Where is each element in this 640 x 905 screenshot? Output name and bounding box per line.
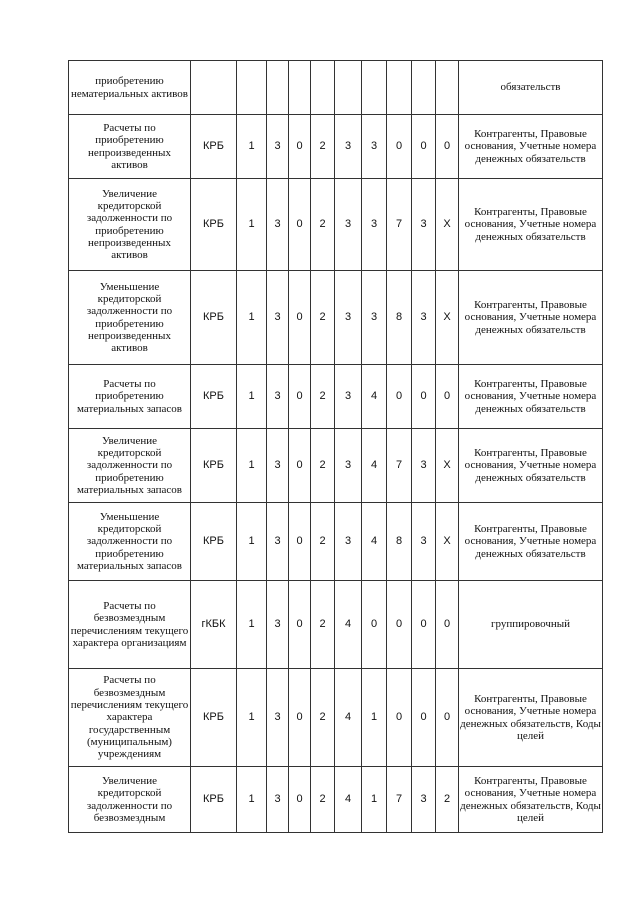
account-name-cell <box>69 767 191 833</box>
account-digit-cell: 3 <box>412 271 436 365</box>
analytics-cell <box>459 503 603 581</box>
account-name-cell <box>69 61 191 115</box>
analytics-text: группировочный <box>490 618 571 631</box>
account-digit-cell: 2 <box>311 271 335 365</box>
account-digit-cell: 2 <box>311 115 335 179</box>
account-digit-cell: 0 <box>289 115 311 179</box>
account-digit-cell: 3 <box>267 503 289 581</box>
account-code-cell: КРБ <box>191 179 237 271</box>
account-digit-cell: 2 <box>311 429 335 503</box>
account-digit-cell: 3 <box>267 767 289 833</box>
account-digit-cell: 2 <box>311 581 335 669</box>
account-digit-cell: 3 <box>267 179 289 271</box>
account-digit-cell <box>311 61 335 115</box>
account-digit-cell <box>335 61 362 115</box>
account-digit-cell: 0 <box>387 115 412 179</box>
account-name: Расчеты по безвозмездным перечислениям текущего характера организациям <box>70 599 189 649</box>
account-digit-cell: 3 <box>335 365 362 429</box>
analytics-text: Контрагенты, Правовые основания, Учетные номера денежных обязательств <box>464 447 597 484</box>
account-name-cell <box>69 669 191 767</box>
account-digit-cell: 3 <box>362 115 387 179</box>
account-digit-cell: 7 <box>387 179 412 271</box>
account-digit-cell: X <box>436 179 459 271</box>
table-row <box>69 365 603 429</box>
account-code-cell: КРБ <box>191 767 237 833</box>
account-digit-cell: 1 <box>362 767 387 833</box>
table-row <box>69 429 603 503</box>
account-name: Увеличение кредиторской задолженности по приобретению материальных запасов <box>77 434 182 496</box>
account-digit-cell: 3 <box>412 767 436 833</box>
account-digit-cell: X <box>436 271 459 365</box>
account-digit-cell: 2 <box>311 767 335 833</box>
analytics-text: Контрагенты, Правовые основания, Учетные номера денежных обязательств <box>464 523 597 560</box>
account-digit-cell: 2 <box>311 669 335 767</box>
account-digit-cell <box>237 61 267 115</box>
account-digit-cell: 3 <box>335 179 362 271</box>
account-name: Увеличение кредиторской задолженности по безвозмездным <box>86 774 173 824</box>
account-name-cell <box>69 271 191 365</box>
table-row <box>69 669 603 767</box>
account-code-cell <box>191 61 237 115</box>
account-digit-cell: 3 <box>267 429 289 503</box>
account-digit-cell: 1 <box>237 179 267 271</box>
account-digit-cell: 0 <box>412 669 436 767</box>
account-digit-cell: 4 <box>335 767 362 833</box>
analytics-text: Контрагенты, Правовые основания, Учетные номера денежных обязательств <box>464 299 597 336</box>
account-code-cell: КРБ <box>191 115 237 179</box>
account-digit-cell: 2 <box>311 179 335 271</box>
account-digit-cell: 3 <box>335 503 362 581</box>
account-digit-cell: 3 <box>267 669 289 767</box>
account-digit-cell: 1 <box>237 503 267 581</box>
account-name-cell <box>69 429 191 503</box>
account-digit-cell: 1 <box>237 669 267 767</box>
account-digit-cell: 0 <box>289 581 311 669</box>
analytics-text: обязательств <box>500 81 561 94</box>
account-digit-cell: 3 <box>335 271 362 365</box>
analytics-cell <box>459 669 603 767</box>
table-row <box>69 503 603 581</box>
analytics-cell <box>459 179 603 271</box>
table-row <box>69 115 603 179</box>
account-name-cell <box>69 115 191 179</box>
analytics-cell <box>459 581 603 669</box>
account-digit-cell: 0 <box>412 115 436 179</box>
account-digit-cell: 8 <box>387 503 412 581</box>
account-digit-cell: 3 <box>267 581 289 669</box>
account-digit-cell: 1 <box>362 669 387 767</box>
account-code-cell: КРБ <box>191 669 237 767</box>
account-name-cell <box>69 581 191 669</box>
account-digit-cell <box>289 61 311 115</box>
analytics-text: Контрагенты, Правовые основания, Учетные номера денежных обязательств, Коды целей <box>460 692 601 742</box>
table-row <box>69 61 603 115</box>
account-digit-cell: X <box>436 429 459 503</box>
account-digit-cell: 0 <box>387 365 412 429</box>
account-digit-cell: 0 <box>289 503 311 581</box>
account-digit-cell: 3 <box>267 271 289 365</box>
account-digit-cell <box>436 61 459 115</box>
account-digit-cell: 0 <box>289 365 311 429</box>
account-digit-cell: 3 <box>335 115 362 179</box>
account-digit-cell: 8 <box>387 271 412 365</box>
analytics-cell <box>459 365 603 429</box>
account-name: Расчеты по приобретению материальных запасов <box>77 378 182 415</box>
table-row <box>69 179 603 271</box>
account-digit-cell: 3 <box>267 115 289 179</box>
account-digit-cell: 0 <box>289 179 311 271</box>
account-digit-cell <box>362 61 387 115</box>
analytics-text: Контрагенты, Правовые основания, Учетные номера денежных обязательств <box>464 128 597 165</box>
analytics-cell <box>459 271 603 365</box>
account-code-cell: гКБК <box>191 581 237 669</box>
account-digit-cell: 2 <box>436 767 459 833</box>
account-digit-cell: 4 <box>335 669 362 767</box>
analytics-text: Контрагенты, Правовые основания, Учетные номера денежных обязательств <box>464 206 597 243</box>
account-digit-cell: 0 <box>436 365 459 429</box>
analytics-cell <box>459 429 603 503</box>
account-digit-cell: 7 <box>387 429 412 503</box>
analytics-cell <box>459 767 603 833</box>
account-digit-cell: 4 <box>362 503 387 581</box>
account-code-cell: КРБ <box>191 271 237 365</box>
account-digit-cell: 3 <box>362 271 387 365</box>
account-name: Уменьшение кредиторской задолженности по приобретению материальных запасов <box>77 510 182 572</box>
account-name-cell <box>69 365 191 429</box>
account-code-cell: КРБ <box>191 429 237 503</box>
analytics-text: Контрагенты, Правовые основания, Учетные номера денежных обязательств, Коды целей <box>460 774 601 824</box>
account-digit-cell <box>387 61 412 115</box>
accounts-table-body <box>69 61 603 833</box>
account-digit-cell: 0 <box>436 669 459 767</box>
account-code-cell: КРБ <box>191 365 237 429</box>
analytics-cell <box>459 61 603 115</box>
account-code-cell: КРБ <box>191 503 237 581</box>
account-digit-cell: 1 <box>237 767 267 833</box>
analytics-cell <box>459 115 603 179</box>
account-digit-cell: 0 <box>362 581 387 669</box>
table-row <box>69 271 603 365</box>
account-digit-cell: 0 <box>412 581 436 669</box>
account-digit-cell: X <box>436 503 459 581</box>
account-digit-cell: 0 <box>289 767 311 833</box>
account-name: Расчеты по безвозмездным перечислениям текущего характера государственным (муниципальным) учреждениям <box>70 674 189 761</box>
account-digit-cell: 0 <box>387 669 412 767</box>
account-digit-cell <box>267 61 289 115</box>
account-digit-cell: 3 <box>412 429 436 503</box>
account-digit-cell: 4 <box>362 429 387 503</box>
account-digit-cell: 2 <box>311 365 335 429</box>
account-digit-cell: 2 <box>311 503 335 581</box>
account-digit-cell: 3 <box>412 179 436 271</box>
account-digit-cell: 3 <box>335 429 362 503</box>
account-digit-cell: 0 <box>289 271 311 365</box>
account-digit-cell: 4 <box>335 581 362 669</box>
accounts-table <box>68 60 603 833</box>
account-digit-cell: 4 <box>362 365 387 429</box>
account-name-cell <box>69 503 191 581</box>
account-name: приобретению нематериальных активов <box>71 75 188 100</box>
account-digit-cell: 0 <box>412 365 436 429</box>
account-digit-cell: 1 <box>237 115 267 179</box>
account-digit-cell: 1 <box>237 581 267 669</box>
account-digit-cell: 0 <box>436 581 459 669</box>
account-digit-cell: 0 <box>387 581 412 669</box>
table-row <box>69 581 603 669</box>
account-digit-cell <box>412 61 436 115</box>
account-digit-cell: 3 <box>412 503 436 581</box>
table-row <box>69 767 603 833</box>
account-digit-cell: 0 <box>289 429 311 503</box>
account-digit-cell: 1 <box>237 429 267 503</box>
account-digit-cell: 1 <box>237 271 267 365</box>
account-name: Расчеты по приобретению непроизведенных активов <box>88 121 171 171</box>
account-digit-cell: 3 <box>362 179 387 271</box>
account-name: Увеличение кредиторской задолженности по приобретению непроизведенных активов <box>86 187 173 262</box>
account-digit-cell: 0 <box>436 115 459 179</box>
account-digit-cell: 3 <box>267 365 289 429</box>
account-digit-cell: 0 <box>289 669 311 767</box>
analytics-text: Контрагенты, Правовые основания, Учетные номера денежных обязательств <box>464 378 597 415</box>
account-name: Уменьшение кредиторской задолженности по приобретению непроизведенных активов <box>86 280 173 355</box>
account-digit-cell: 7 <box>387 767 412 833</box>
account-digit-cell: 1 <box>237 365 267 429</box>
account-name-cell <box>69 179 191 271</box>
